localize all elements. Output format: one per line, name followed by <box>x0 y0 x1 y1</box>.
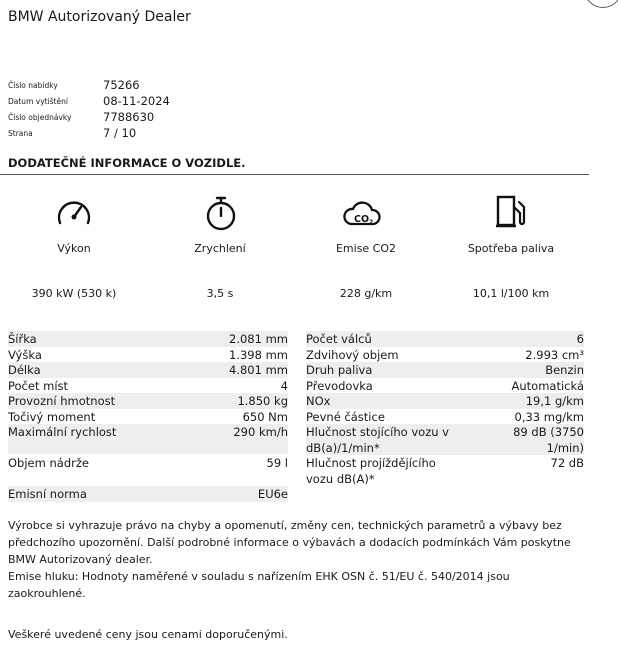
spec-label: Objem nádrže <box>8 456 89 470</box>
spec-value: 0,33 mg/km <box>514 410 584 424</box>
spec-value: Benzin <box>545 363 584 377</box>
spec-row <box>306 378 584 394</box>
spec-row <box>8 393 288 409</box>
disclaimer-text: Výrobce si vyhrazuje právo na chyby a opomenutí, změny cen, technických parametrů a výbavy bez předchozího upozornění. Další podrobné informace o výbavách a dodacích podmínkách Vám poskytne BMW Autorizovaný dealer. <box>8 519 571 566</box>
spec-label: Počet míst <box>8 379 69 393</box>
spec-value: 2.081 mm <box>229 332 288 346</box>
co2-cloud-icon <box>342 193 382 233</box>
spec-row <box>306 409 584 425</box>
meta-label: Číslo nabídky <box>8 80 58 90</box>
spec-label: Výška <box>8 348 42 362</box>
spec-label: Zdvihový objem <box>306 348 399 362</box>
spec-row <box>306 347 584 363</box>
spec-row <box>8 347 288 363</box>
perf-value-co2: 228 g/km <box>339 287 393 300</box>
meta-row-page <box>8 125 170 141</box>
perf-label-acceleration: Zrychlení <box>194 242 246 255</box>
spec-row <box>8 331 288 347</box>
spec-row <box>8 424 288 454</box>
offer-meta <box>8 77 170 141</box>
meta-value: 08-11-2024 <box>103 94 170 108</box>
meta-row-order-number <box>8 109 170 125</box>
spec-label: Hlučnost projíždějícího vozu dB(A)* <box>306 456 436 486</box>
spec-label: Pevné částice <box>306 410 385 424</box>
dealer-title: BMW Autorizovaný Dealer <box>8 9 191 25</box>
spec-row <box>8 486 288 502</box>
perf-label-co2: Emise CO2 <box>335 242 397 255</box>
spec-value: 650 Nm <box>242 410 288 424</box>
meta-label: Datum vytištění <box>8 96 68 106</box>
svg-text:CO: CO <box>354 214 370 225</box>
spec-label: Převodovka <box>306 379 373 393</box>
spec-value: EU6e <box>257 487 288 501</box>
spec-label: Délka <box>8 363 41 377</box>
meta-row-offer-number <box>8 77 170 93</box>
section-divider <box>0 174 589 175</box>
fuel-pump-icon <box>492 193 532 233</box>
meta-label: Strana <box>8 128 33 138</box>
spec-row <box>8 362 288 378</box>
spec-value: 6 <box>576 332 584 346</box>
spec-row <box>306 362 584 378</box>
spec-row <box>306 331 584 347</box>
noise-note-text: Emise hluku: Hodnoty naměřené v souladu s nařízením EHK OSN č. 51/EU č. 540/2014 jsou zaokrouhlené. <box>8 570 510 600</box>
stopwatch-icon <box>201 193 241 233</box>
perf-label-consumption: Spotřeba paliva <box>467 242 555 255</box>
section-title: DODATEČNÉ INFORMACE O VOZIDLE. <box>8 156 246 170</box>
spec-row <box>306 455 584 486</box>
spec-value: 89 dB (3750 1/min) <box>513 425 584 455</box>
spec-row <box>8 378 288 394</box>
corner-badge-icon <box>584 0 618 8</box>
spec-value: 1.398 mm <box>229 348 288 362</box>
spec-value: Automatická <box>511 379 584 393</box>
spec-value: 72 dB <box>550 456 584 470</box>
notes <box>8 517 588 602</box>
spec-label: Šířka <box>8 332 37 346</box>
spec-row <box>306 393 584 409</box>
meta-value: 75266 <box>103 78 140 92</box>
meta-label: Číslo objednávky <box>8 112 72 122</box>
spec-value: 4 <box>280 379 288 393</box>
spec-label: Druh paliva <box>306 363 373 377</box>
meta-value: 7 / 10 <box>103 126 137 140</box>
perf-value-acceleration: 3,5 s <box>206 287 234 300</box>
perf-value-power: 390 kW (530 k) <box>31 287 117 300</box>
spec-value: 1.850 kg <box>237 394 288 408</box>
spec-label: Počet válců <box>306 332 372 346</box>
spec-row <box>306 424 584 455</box>
speedometer-icon <box>54 193 94 233</box>
spec-label: Točivý moment <box>8 410 96 424</box>
perf-value-consumption: 10,1 l/100 km <box>472 287 550 300</box>
spec-label: Provozní hmotnost <box>8 394 116 408</box>
spec-row <box>8 409 288 425</box>
spec-value: 4.801 mm <box>229 363 288 377</box>
spec-value: 290 km/h <box>233 425 288 439</box>
perf-label-power: Výkon <box>57 242 91 255</box>
price-footnote: Veškeré uvedené ceny jsou cenami doporučenými. <box>8 628 288 641</box>
spec-label: Hlučnost stojícího vozu v dB(a)/1/min* <box>306 425 449 455</box>
spec-row <box>8 455 288 471</box>
spec-value: 2.993 cm³ <box>525 348 584 362</box>
spec-label: Maximální rychlost <box>8 425 117 439</box>
spec-label: NOx <box>306 394 331 408</box>
meta-value: 7788630 <box>103 110 155 124</box>
meta-row-print-date <box>8 93 170 109</box>
spec-value: 59 l <box>266 456 288 470</box>
spec-label: Emisní norma <box>8 487 87 501</box>
svg-text:2: 2 <box>369 219 374 226</box>
spec-value: 19,1 g/km <box>525 394 584 408</box>
